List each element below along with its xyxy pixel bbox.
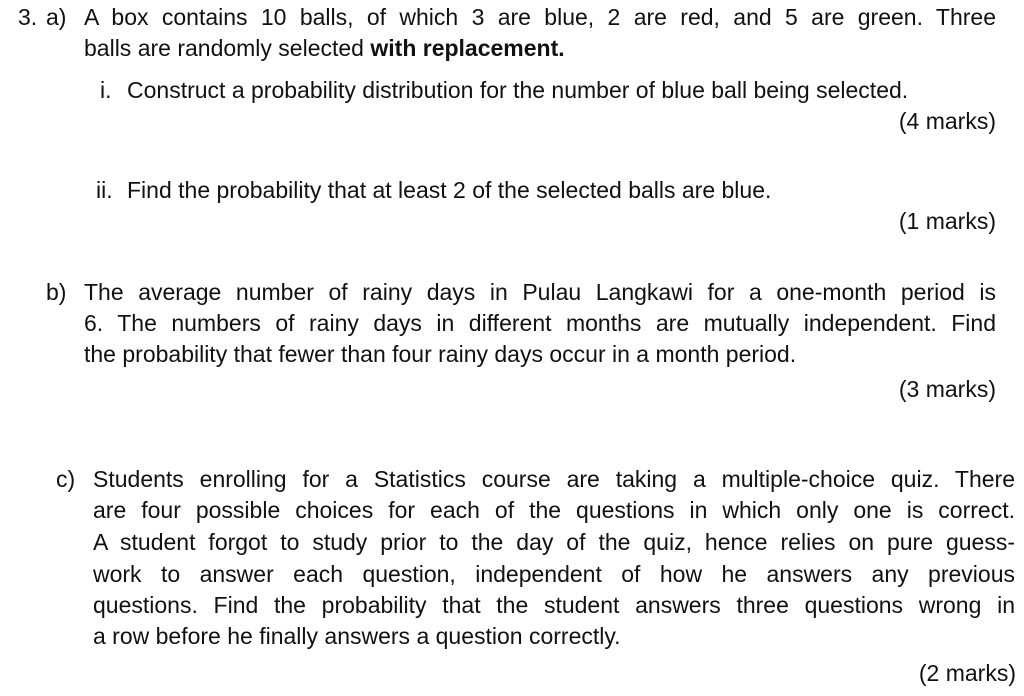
part-a-line-2-plain: balls are randomly selected xyxy=(84,35,371,61)
part-a-ii-text: Find the probability that at least 2 of the selected balls are blue. xyxy=(127,177,772,203)
part-a-line-2 xyxy=(84,33,565,64)
part-a-label: a) xyxy=(46,4,67,30)
part-a-ii-marks: (1 marks) xyxy=(898,208,996,234)
part-c-line-4: work to answer each question, independent of how he answers any previous xyxy=(93,561,1015,587)
part-a-ii-label: ii. xyxy=(96,177,113,203)
part-c-line-3: A student forgot to study prior to the day of the quiz, hence relies on pure guess- xyxy=(93,529,1015,555)
part-c-line-1: Students enrolling for a Statistics course are taking a multiple-choice quiz. There xyxy=(93,466,1015,492)
part-a-i-label: i. xyxy=(100,77,112,103)
with-replacement-bold: with replacement. xyxy=(370,35,565,61)
part-b-label: b) xyxy=(46,279,67,305)
question-number: 3. xyxy=(18,4,38,30)
part-b-marks: (3 marks) xyxy=(898,376,996,402)
part-a-i-text: Construct a probability distribution for the number of blue ball being selected. xyxy=(127,77,909,103)
part-b-line-3: the probability that fewer than four rainy days occur in a month period. xyxy=(84,341,797,367)
part-b-line-2: 6. The numbers of rainy days in different months are mutually independent. Find xyxy=(84,310,996,336)
part-a-i-marks: (4 marks) xyxy=(898,108,996,134)
part-c-line-2: are four possible choices for each of the questions in which only one is correct. xyxy=(93,497,1015,523)
part-c-line-5: questions. Find the probability that the student answers three questions wrong in xyxy=(93,592,1015,618)
part-c-line-6: a row before he finally answers a question correctly. xyxy=(93,623,621,649)
part-b-line-1: The average number of rainy days in Pulau Langkawi for a one-month period is xyxy=(84,279,996,305)
part-c-marks: (2 marks) xyxy=(918,660,1016,686)
part-c-label: c) xyxy=(56,466,76,492)
part-a-line-1: A box contains 10 balls, of which 3 are blue, 2 are red, and 5 are green. Three xyxy=(84,4,996,30)
